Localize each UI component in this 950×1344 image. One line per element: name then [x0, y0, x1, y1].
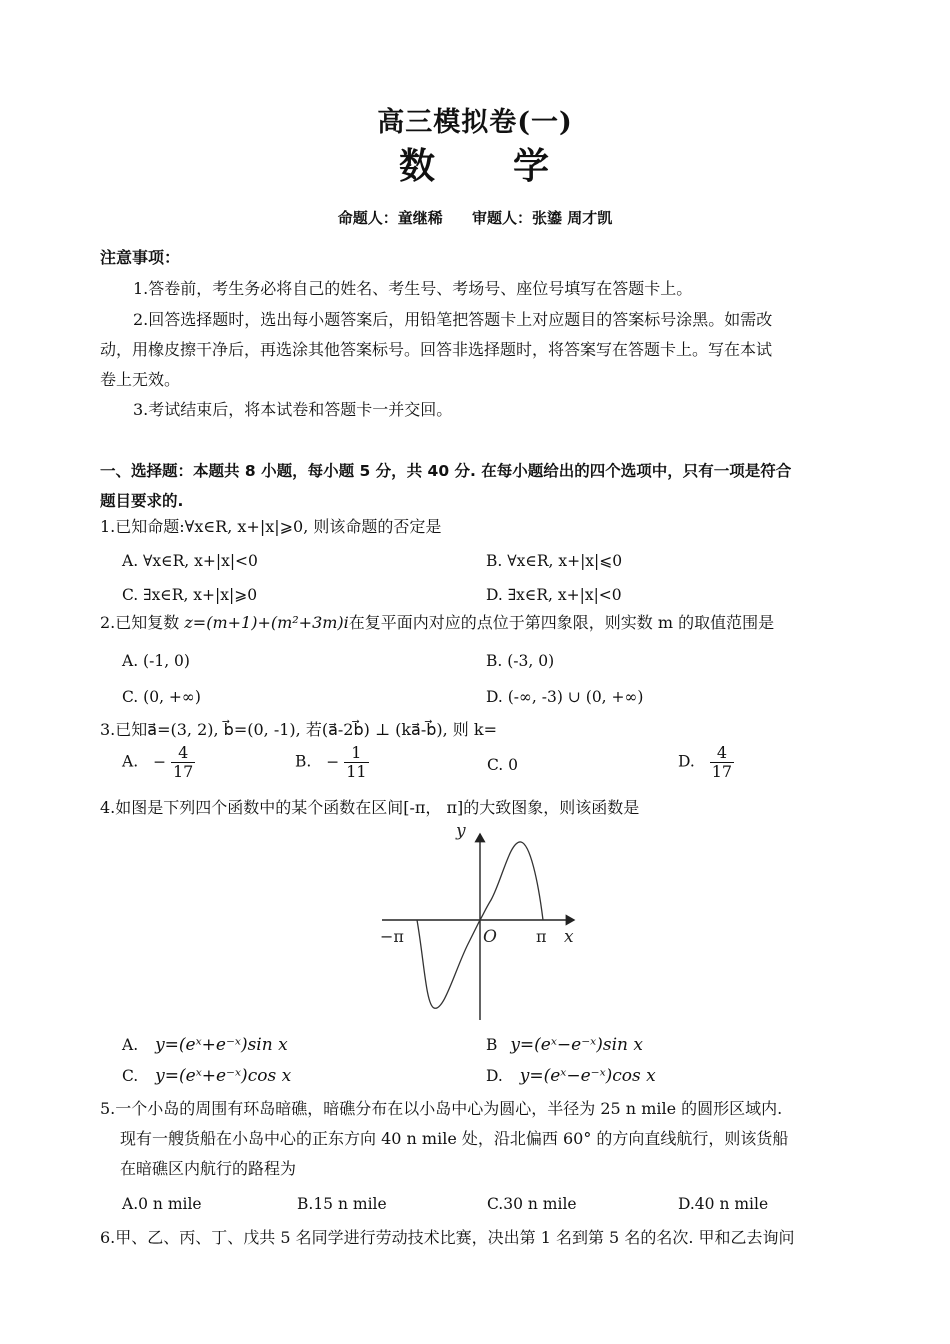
q4-option-a-label: A.	[122, 1036, 139, 1054]
q4-option-b	[486, 1035, 643, 1055]
graph-svg	[380, 820, 590, 1025]
q6-line-1: 6.甲、乙、丙、丁、戊共 5 名同学进行劳动技术比赛，决出第 1 名到第 5 名的名次. 甲和乙去询问	[100, 1228, 795, 1247]
q5-option-b: B.15 n mile	[297, 1195, 387, 1213]
q4-stem: 4.如图是下列四个函数中的某个函数在区间[-π， π]的大致图象，则该函数是	[100, 798, 640, 817]
q5-option-c: C.30 n mile	[487, 1195, 577, 1213]
origin-label: O	[483, 927, 497, 947]
q2-stem-prefix: 2.已知复数	[100, 613, 185, 632]
fraction-denominator: 17	[173, 762, 194, 781]
q1-option-c: C. ∃x∈R, x+|x|⩾0	[122, 586, 258, 604]
q3-option-a	[122, 744, 195, 781]
q3-option-b-sign: −	[326, 752, 340, 771]
q5-line-3: 在暗礁区内航行的路程为	[120, 1159, 297, 1178]
q5-line-1: 5.一个小岛的周围有环岛暗礁，暗礁分布在以小岛中心为圆心，半径为 25 n mile 的圆形区域内.	[100, 1099, 783, 1118]
authors-line	[0, 207, 950, 228]
notes-heading: 注意事项：	[100, 248, 181, 267]
section1-line-1: 一、选择题：本题共 8 小题，每小题 5 分，共 40 分. 在每小题给出的四个选项中，只有一项是符合	[100, 462, 792, 480]
q5-option-d: D.40 n mile	[678, 1195, 769, 1213]
subject-title: 数 学	[398, 145, 551, 187]
notes-item-2-line-2: 动，用橡皮擦干净后，再选涂其他答案标号。回答非选择题时，将答案写在答题卡上。写在本试	[100, 340, 773, 359]
q4-function-graph	[380, 820, 590, 1029]
q2-stem	[100, 608, 774, 638]
q1-option-a: A. ∀x∈R, x+|x|<0	[122, 552, 258, 570]
x-axis-label: x	[564, 927, 574, 947]
q2-option-a: A. (-1, 0)	[122, 652, 190, 670]
q3-option-a-label: A.	[122, 752, 139, 771]
q3-option-d-fraction	[710, 744, 734, 781]
neg-pi-label: −π	[380, 927, 404, 946]
q3-option-b-fraction	[344, 744, 368, 781]
q3-option-a-fraction	[171, 744, 195, 781]
notes-item-2-line-3: 卷上无效。	[100, 370, 181, 389]
section1-line-2: 题目要求的.	[100, 492, 184, 510]
q4-option-b-formula: y=(eˣ−e⁻ˣ)sin x	[510, 1035, 643, 1055]
fraction-denominator: 17	[711, 762, 733, 781]
q3-option-a-sign: −	[153, 752, 167, 771]
q3-option-c: C. 0	[487, 756, 519, 774]
q2-stem-suffix: 在复平面内对应的点位于第四象限，则实数 m 的取值范围是	[348, 613, 775, 632]
notes-item-2-line-1: 2.回答选择题时，选出每小题答案后，用铅笔把答题卡上对应题目的答案标号涂黑。如需改	[133, 310, 773, 329]
fraction-denominator: 11	[346, 762, 367, 781]
q4-option-d	[486, 1066, 656, 1086]
fraction-numerator: 4	[710, 744, 734, 763]
author: 命题人：童继稀	[337, 209, 443, 227]
q5-option-a: A.0 n mile	[122, 1195, 202, 1213]
fraction-numerator: 4	[171, 744, 195, 763]
q4-option-c	[122, 1066, 291, 1086]
q1-option-d: D. ∃x∈R, x+|x|<0	[486, 586, 622, 604]
q2-formula: z=(m+1)+(m²+3m)i	[184, 613, 349, 632]
q4-option-c-label: C.	[122, 1067, 139, 1085]
q3-option-b	[295, 744, 369, 781]
q3-stem: 3.已知a⃗=(3, 2), b⃗=(0, -1), 若(a⃗-2b⃗) ⊥ (ka⃗-b⃗), 则 k=	[100, 720, 497, 739]
notes-item-1: 1.答卷前，考生务必将自己的姓名、考生号、考场号、座位号填写在答题卡上。	[133, 279, 693, 298]
pi-label: π	[536, 927, 547, 946]
notes-item-3: 3.考试结束后，将本试卷和答题卡一并交回。	[133, 400, 453, 419]
q1-option-b: B. ∀x∈R, x+|x|⩽0	[486, 552, 623, 570]
q4-option-a-formula: y=(eˣ+e⁻ˣ)sin x	[155, 1035, 288, 1055]
q3-option-b-label: B.	[295, 752, 312, 771]
y-axis-label: y	[456, 821, 466, 841]
q1-stem: 1.已知命题:∀x∈R, x+|x|⩾0, 则该命题的否定是	[100, 517, 442, 536]
q3-option-d-label: D.	[678, 752, 695, 771]
q4-option-b-label: B	[486, 1036, 498, 1054]
q4-option-d-formula: y=(eˣ−e⁻ˣ)cos x	[519, 1066, 656, 1086]
q4-option-a	[122, 1035, 288, 1055]
reviewer: 审题人：张鎏 周才凯	[472, 209, 613, 227]
q4-option-d-label: D.	[486, 1067, 503, 1085]
q3-option-d	[678, 744, 734, 781]
fraction-numerator: 1	[344, 744, 368, 763]
q2-option-c: C. (0, +∞)	[122, 688, 201, 706]
q4-option-c-formula: y=(eˣ+e⁻ˣ)cos x	[155, 1066, 292, 1086]
q2-option-d: D. (-∞, -3) ∪ (0, +∞)	[486, 688, 644, 706]
q2-option-b: B. (-3, 0)	[486, 652, 555, 670]
q5-line-2: 现有一艘货船在小岛中心的正东方向 40 n mile 处，沿北偏西 60° 的方向直线航行，则该货船	[120, 1129, 789, 1148]
exam-title: 高三模拟卷(一)	[377, 107, 573, 138]
